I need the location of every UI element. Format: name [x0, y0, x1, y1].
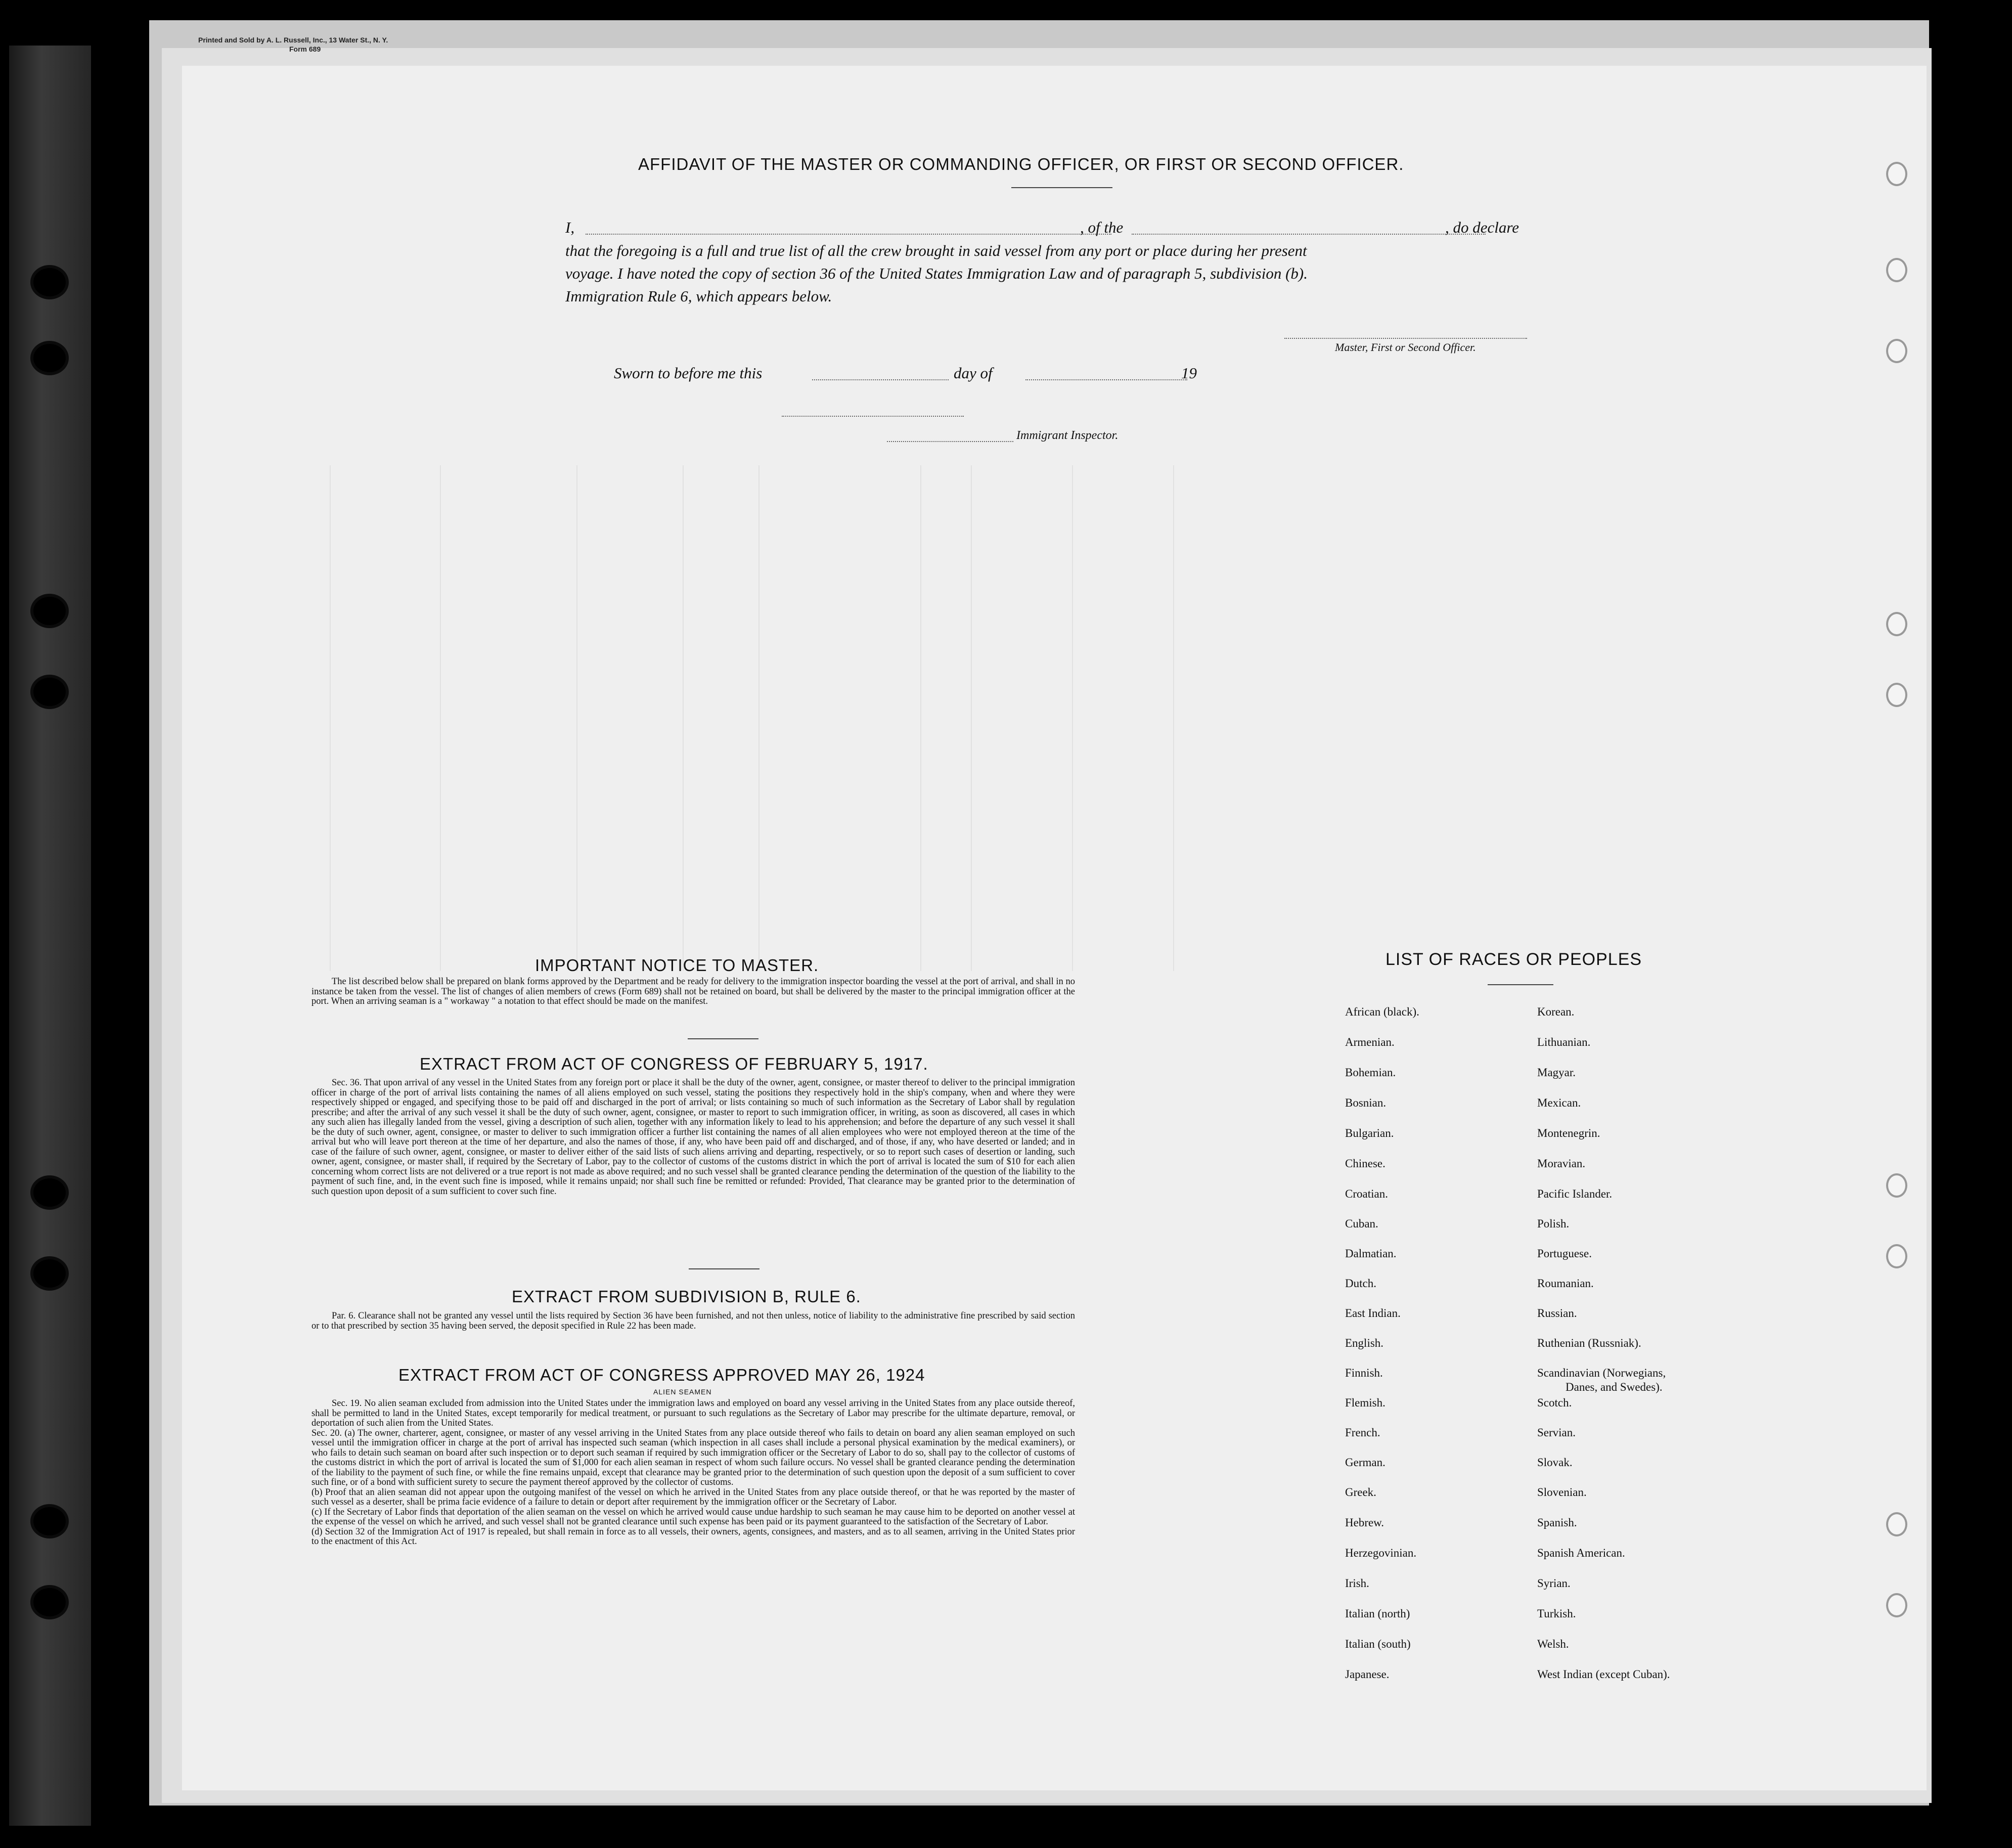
race-item: African (black).: [1345, 1005, 1419, 1018]
binder-ring: [1886, 612, 1907, 636]
race-item: Montenegrin.: [1537, 1127, 1600, 1139]
race-item: Greek.: [1345, 1486, 1376, 1499]
race-item: Ruthenian (Russniak).: [1537, 1337, 1641, 1349]
extract-1917-body: Sec. 36. That upon arrival of any vessel in the United States from any foreign port or place it shall be the duty of the owner, agent, consignee, or master thereof to deliver to the principal immigration officer in charge of the port of arrival lists containing the names of all aliens employed on such vessel, stating the positions they respectively hold in the ship's company, when and where they were respectively shipped or engaged, and specifying those to be paid off and discharged in the port of arrival; or lists containing so much of such information as the Secretary of Labor shall by regulation prescribe; and after the arrival of any such vessel it shall be the duty of such owner, agent, consignee, or master to report to such immigration officer, in writing, as soon as discovered, all cases in which any such alien has illegally landed from the vessel, giving a description of such alien, together with any information likely to lead to his apprehension; and before the departure of any such vessel it shall be the duty of such owner, agent, consignee, or master to deliver to such immigration officer a further list containing the names of all alien employees who were not employed thereon at the time of the arrival but who will leave port thereon at the time of her departure, and also the names of those, if any, who have been paid off and discharged, and of those, if any, who have deserted or landed; and in case of the failure of such owner, agent, consignee, or master to deliver either of the said lists of such aliens arriving and departing, respectively, or so to report such cases of desertion or landing, such owner, agent, consignee, or master shall, if required by the Secretary of Labor, pay to the collector of customs of the customs district in which the port of arrival is located the sum of $10 for each alien concerning whom correct lists are not delivered or a true report is not made as above required; and no such vessel shall be granted clearance pending the determination of the question of the liability to the payment of such fine, and, in the event such fine is imposed, while it remains unpaid; nor shall such fine be remitted or refunded: Provided, That clearance may be granted prior to the determination of such question upon deposit of a sum sufficient to cover such fine.: [311, 1078, 1075, 1197]
extract-rule6-body: Par. 6. Clearance shall not be granted any vessel until the lists required by Section 36 have been furnished, and not then unless, notice of liability to the administrative fine prescribed by said section or to that prescribed by section 35 having been served, the deposit specified in Rule 22 has been made.: [311, 1311, 1075, 1331]
race-item: Moravian.: [1537, 1157, 1586, 1170]
race-item: Cuban.: [1345, 1217, 1378, 1230]
race-item: Magyar.: [1537, 1066, 1576, 1079]
affidavit-i: I,: [565, 218, 575, 236]
extract-1924-subtitle: ALIEN SEAMEN: [653, 1388, 712, 1396]
race-item: French.: [1345, 1426, 1380, 1439]
notice-body: The list described below shall be prepared on blank forms approved by the Department and be ready for delivery to the immigration inspector boarding the vessel at the port of arrival, and shall in no instance be taken from the vessel. The list of changes of alien members of crews (Form 689) shall not be retained on board, but shall be delivered by the master to the principal immigration officer at the port. When an arriving seaman is a " workaway " a notation to that effect should be made on the manifest.: [311, 977, 1075, 1006]
binder-ring: [1886, 258, 1907, 282]
binding-hole: [33, 597, 66, 625]
race-item: Armenian.: [1345, 1036, 1395, 1048]
binding-hole: [33, 1588, 66, 1616]
race-item: Bohemian.: [1345, 1066, 1396, 1079]
extract-1924-body: Sec. 19. No alien seaman excluded from admission into the United States under the immigration laws and employed on board any vessel arriving in the United States from any place outside thereof, shall be permitted to land in the United States, except temporarily for medical treatment, or pursuant to such regulations as the Secretary of Labor may prescribe for the ultimate departure, removal, or deportation of such alien from the United States. Sec. 20. (a) The owner, charterer, agent, consignee, or master of any vessel arriving in the United States from any place outside thereof who fails to detain on board any alien seaman employed on such vessel until the immigration officer in charge at the port of arrival has inspected such seaman (which inspection in all cases shall include a personal physical examination by the medical examiners), or who fails to detain such seaman on board after such inspection or to deport such seaman if required by such immigration officer or the Secretary of Labor to do so, shall pay to the collector of customs of the customs district in which the port of arrival is located the sum of $1,000 for each alien seaman in respect of whom such failure occurs. No vessel shall be granted clearance pending the determination of the liability to the payment of such fine, or while the fine remains unpaid, except that clearance may be granted prior to the determination of such question upon the deposit of a sum sufficient to cover such fine, or of a bond with sufficient surety to secure the payment thereof approved by the collector of customs. (b) Proof that an alien seaman did not appear upon the outgoing manifest of the vessel on which he arrived in the United States from any place outside thereof, or that he was reported by the master of such vessel as a deserter, shall be prima facie evidence of a failure to detain or deport after requirement by the immigration officer or the Secretary of Labor. (c) If the Secretary of Labor finds that deportation of the alien seaman on the vessel on which he arrived would cause undue hardship to such seaman he may cause him to be deported on another vessel at the expense of the vessel on which he arrived, and such vessel shall not be granted clearance until such expense has been paid or its payment guaranteed to the satisfaction of the Secretary of Labor. (d) Section 32 of the Immigration Act of 1917 is repealed, but shall remain in force as to all vessels, their owners, agents, consignees, and masters, and as to all seamen, arriving in the United States prior to the enactment of this Act.: [311, 1398, 1075, 1547]
binder-ring: [1886, 162, 1907, 186]
race-item: Spanish.: [1537, 1516, 1577, 1529]
race-item: Flemish.: [1345, 1396, 1385, 1409]
race-item: Slovak.: [1537, 1456, 1573, 1469]
binder-ring: [1886, 1593, 1907, 1617]
race-item: English.: [1345, 1337, 1384, 1349]
race-item: German.: [1345, 1456, 1385, 1469]
binder-ring: [1886, 683, 1907, 707]
race-item: Lithuanian.: [1537, 1036, 1591, 1048]
affidavit-line-2: that the foregoing is a full and true list of all the crew brought in said vessel from any port or place during her present: [565, 242, 1307, 259]
signature-caption: Master, First or Second Officer.: [1335, 341, 1476, 354]
sworn-day-of: day of: [954, 364, 993, 382]
affidavit-line-1: [565, 218, 1556, 239]
race-item: Irish.: [1345, 1577, 1369, 1590]
printer-imprint: Printed and Sold by A. L. Russell, Inc., 13 Water St., N. Y. Form 689: [198, 36, 388, 53]
binding-hole: [33, 1259, 66, 1288]
race-item: Russian.: [1537, 1307, 1577, 1319]
inspector-line: [887, 441, 1013, 442]
race-item: West Indian (except Cuban).: [1537, 1668, 1670, 1681]
affidavit-title: AFFIDAVIT OF THE MASTER OR COMMANDING OFFICER, OR FIRST OR SECOND OFFICER.: [638, 155, 1404, 173]
extract-rule6-title: EXTRACT FROM SUBDIVISION B, RULE 6.: [512, 1287, 861, 1306]
race-item: Syrian.: [1537, 1577, 1571, 1590]
binder-ring: [1886, 1173, 1907, 1198]
signature-line: [1284, 338, 1527, 339]
race-item: Slovenian.: [1537, 1486, 1587, 1499]
race-item: Spanish American.: [1537, 1547, 1625, 1559]
race-item: Dutch.: [1345, 1277, 1376, 1290]
race-item: Herzegovinian.: [1345, 1547, 1417, 1559]
affidavit-do-declare: , do declare: [1445, 218, 1519, 236]
race-item: Croatian.: [1345, 1187, 1388, 1200]
race-item: Bosnian.: [1345, 1096, 1387, 1109]
race-item: Turkish.: [1537, 1607, 1576, 1620]
binder-ring: [1886, 1244, 1907, 1268]
race-item: Italian (north): [1345, 1607, 1410, 1620]
affidavit-line-3: voyage. I have noted the copy of section 36 of the United States Immigration Law and of paragraph 5, subdivision (b).: [565, 265, 1308, 282]
sworn-prefix: Sworn to before me this: [614, 364, 763, 382]
race-item: Dalmatian.: [1345, 1247, 1397, 1260]
race-item: Mexican.: [1537, 1096, 1581, 1109]
binding-hole: [33, 678, 66, 706]
race-item: East Indian.: [1345, 1307, 1401, 1319]
extract-1924-title: EXTRACT FROM ACT OF CONGRESS APPROVED MAY 26, 1924: [398, 1366, 925, 1384]
races-title: LIST OF RACES OR PEOPLES: [1385, 950, 1642, 969]
race-item: Bulgarian.: [1345, 1127, 1394, 1139]
race-item: Polish.: [1537, 1217, 1570, 1230]
race-item: Roumanian.: [1537, 1277, 1594, 1290]
inspector-caption: Immigrant Inspector.: [1016, 429, 1119, 442]
race-item: Servian.: [1537, 1426, 1576, 1439]
extract-1917-title: EXTRACT FROM ACT OF CONGRESS OF FEBRUARY 5, 1917.: [420, 1054, 928, 1073]
binder-ring: [1886, 339, 1907, 363]
binding-hole: [33, 1507, 66, 1535]
race-item: Scotch.: [1537, 1396, 1572, 1409]
race-item: Chinese.: [1345, 1157, 1385, 1170]
binder-ring: [1886, 1512, 1907, 1536]
race-item-continuation: Danes, and Swedes).: [1566, 1381, 1663, 1393]
binding-strip: [9, 46, 91, 1826]
race-item: Welsh.: [1537, 1638, 1569, 1650]
sworn-year: 19: [1181, 364, 1197, 382]
affidavit-line-4: Immigration Rule 6, which appears below.: [565, 287, 832, 305]
race-item: Portuguese.: [1537, 1247, 1592, 1260]
binding-hole: [33, 1178, 66, 1207]
inspector-line: [782, 416, 964, 417]
race-item: Pacific Islander.: [1537, 1187, 1613, 1200]
binding-hole: [33, 268, 66, 296]
race-item: Japanese.: [1345, 1668, 1390, 1681]
race-item: Korean.: [1537, 1005, 1575, 1018]
notice-title: IMPORTANT NOTICE TO MASTER.: [535, 956, 819, 975]
binding-hole: [33, 344, 66, 372]
sworn-line: [614, 364, 1221, 384]
race-item: Finnish.: [1345, 1367, 1383, 1379]
race-item: Italian (south): [1345, 1638, 1411, 1650]
race-item: Hebrew.: [1345, 1516, 1384, 1529]
race-item: Scandinavian (Norwegians,: [1537, 1367, 1666, 1379]
affidavit-of-the: , of the: [1080, 218, 1124, 236]
